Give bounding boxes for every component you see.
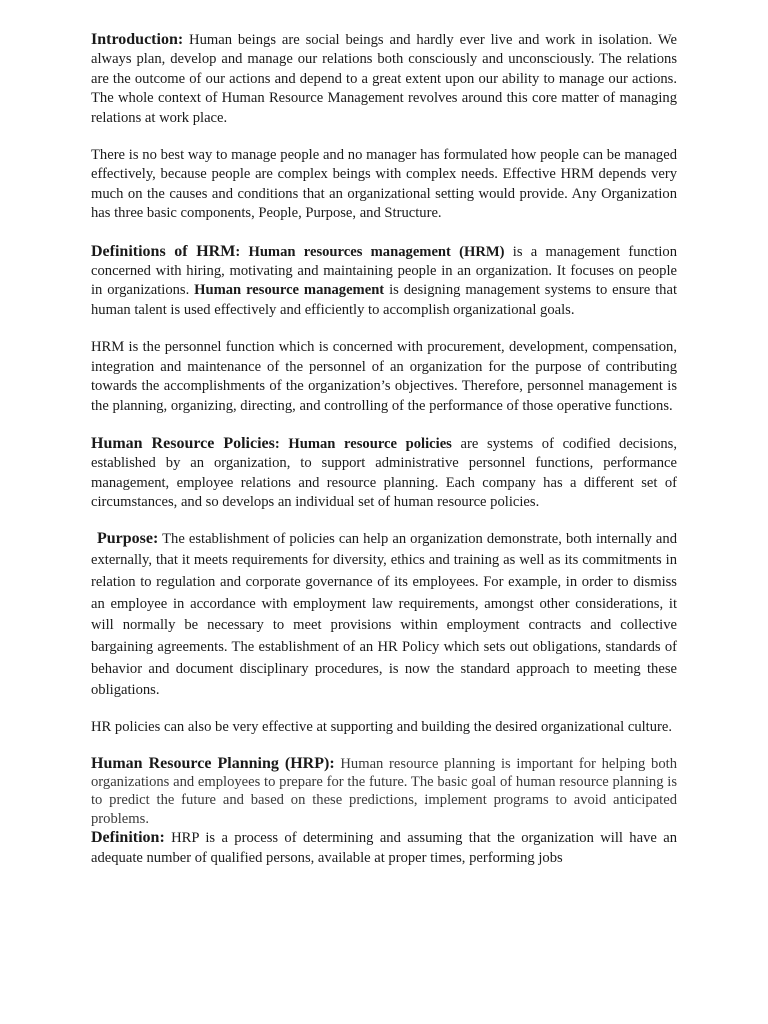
policies-paragraph [91, 434, 677, 513]
purpose-text: The establishment of policies can help an organization demonstrate, both internally and externally, that it meets requirements for diversity, ethics and training as well as its commitments in relation to regulation and corporate governance of its employees. For example, in order to dismiss an employee in accordance with employment law requirements, amongst other considerations, it will normally be necessary to meet provisions within employment contracts and collective bargaining agreements. The establishment of an HR Policy which sets out obligations, standards of behavior and document disciplinary procedures, is now the standard approach to meeting these obligations. [91, 530, 677, 699]
culture-paragraph: HR policies can also be very effective at supporting and building the desired organizational culture. [91, 719, 673, 736]
hrm-term-2: Human resource management [194, 282, 385, 299]
intro-paragraph [91, 30, 677, 128]
definitions-paragraph [91, 242, 677, 321]
purpose-heading: Purpose: [97, 529, 159, 547]
personnel-paragraph: HRM is the personnel function which is concerned with procurement, development, compensation, integration and maintenance of the personnel of an organization for the purpose of contributing towards the accomplishments of the organization’s objectives. Therefore, personnel management is the planning, organizing, directing, and controlling of the performance of those operative functions. [91, 339, 677, 414]
definitions-text-2: is designing management systems to ensure that human talent is used effectively and efficiently to accomplish organizational goals. [91, 282, 677, 318]
policies-text: are systems of codified decisions, established by an organization, to support administrative personnel functions, performance management, employee relations and resource planning. Each company has a different set of circumstances, and so develops an individual set of human resource policies. [91, 435, 677, 511]
policies-colon: : [274, 435, 280, 452]
policies-term: Human resource policies [279, 435, 452, 452]
purpose-paragraph [91, 528, 677, 703]
definitions-colon: : [235, 243, 241, 260]
policies-heading: Human Resource Policies [91, 434, 275, 452]
hrp-definition-text: HRP is a process of determining and assuming that the organization will have an adequate number of qualified persons, available at proper times, performing jobs [91, 830, 677, 867]
hrp-heading: Human Resource Planning (HRP): [91, 754, 335, 772]
intro-text: Human beings are social beings and hardly ever live and work in isolation. We always plan, develop and manage our relations both consciously and unconsciously. The relations are the outcome of our actions and depend to a great extent upon our ability to manage our actions. The whole context of Human Resource Management revolves around this core matter of managing relations at work place. [91, 32, 677, 126]
definitions-text-1: is a management function concerned with hiring, motivating and maintaining people in an organization. It focuses on people in organizations. [91, 243, 677, 299]
hrp-paragraph [91, 755, 677, 828]
hrp-definition-paragraph [91, 828, 677, 868]
no-best-way-paragraph: There is no best way to manage people and no manager has formulated how people can be managed effectively, because people are complex beings with complex needs. Effective HRM depends very much on the causes and conditions that an organizational setting would provide. Any Organization has three basic components, People, Purpose, and Structure. [91, 147, 677, 222]
hrm-term: Human resources management (HRM) [240, 243, 505, 260]
intro-heading: Introduction: [91, 31, 184, 48]
hrp-text: Human resource planning is important for helping both organizations and employees to prepare for the future. The basic goal of human resource planning is to predict the future and based on these predictions, implement programs to avoid anticipated problems. [91, 755, 678, 827]
hrp-definition-heading: Definition: [91, 829, 165, 847]
definitions-heading: Definitions of HRM [91, 242, 236, 260]
